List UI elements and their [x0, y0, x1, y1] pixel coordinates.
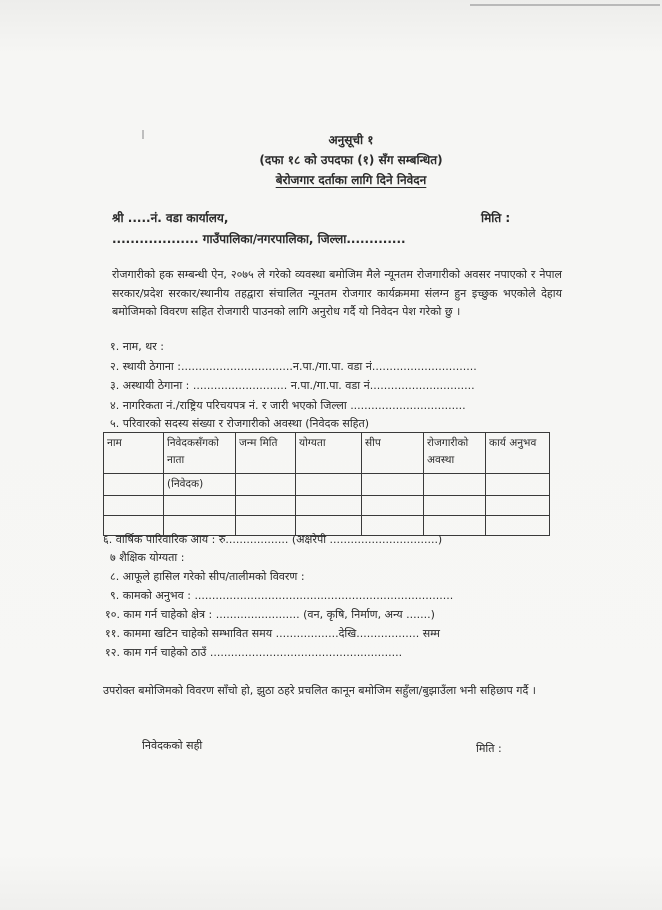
table-cell	[236, 474, 296, 496]
table-cell	[296, 496, 362, 516]
table-header-row	[104, 433, 550, 474]
column-header: रोजगारीको अवस्था	[424, 433, 486, 474]
table-cell	[104, 496, 164, 516]
table-cell	[486, 496, 550, 516]
table-cell	[362, 496, 424, 516]
date-label-bottom: मिति :	[476, 742, 502, 755]
column-header: जन्म मिति	[236, 433, 296, 474]
table-cell	[104, 474, 164, 496]
scan-edge-line	[470, 4, 660, 6]
column-header: योग्यता	[296, 433, 362, 474]
table-cell	[164, 496, 236, 516]
schedule-heading: अनुसूची १	[328, 133, 374, 147]
table-cell	[424, 496, 486, 516]
table-cell	[486, 516, 550, 536]
signature-label: निवेदकको सही	[142, 739, 203, 752]
family-table	[103, 432, 550, 536]
field-annual-income: ६. वार्षिक पारिवारिक आय : रु.................. (अक्षरेपी ...............................)	[103, 533, 443, 546]
field-temporary-address: ३. अस्थायी ठेगाना : ........................... न.पा./गा.पा. वडा नं..............................	[110, 379, 475, 392]
field-name: १. नाम, थर :	[110, 340, 164, 353]
table-cell	[424, 474, 486, 496]
column-header: सीप	[362, 433, 424, 474]
declaration: उपरोक्त बमोजिमको विवरण साँचो हो, झुठा ठहरे प्रचलित कानून बमोजिम सहुँला/बुझाउँला भनी सहिछाप गर्दै ।	[103, 684, 536, 697]
field-citizenship: ४. नागरिकता नं./राष्ट्रिय परिचयपत्र नं. र जारी भएको जिल्ला .................................	[110, 399, 466, 412]
table-cell	[236, 496, 296, 516]
field-family-members: ५. परिवारको सदस्य संख्या र रोजगारीको अवस्था (निवेदक सहित)	[110, 417, 370, 430]
table-cell	[296, 474, 362, 496]
column-header: कार्य अनुभव	[486, 433, 550, 474]
field-work-location: १२. काम गर्न चाहेको ठाउँ .......................................................	[105, 646, 403, 659]
field-work-sector: १०. काम गर्न चाहेको क्षेत्र : ........................ (वन, कृषि, निर्माण, अन्य .......)	[105, 608, 435, 621]
table-cell	[362, 474, 424, 496]
field-skills-training: ८. आफूले हासिल गरेको सीप/तालीमको विवरण :	[110, 570, 305, 583]
form-title: बेरोजगार दर्ताका लागि दिने निवेदन	[275, 173, 427, 187]
field-availability: ११. काममा खटिन चाहेको सम्भावित समय ..................देखि.................. सम्म	[105, 627, 440, 640]
addressee-line-2: ................... गाउँपालिका/नगरपालिका, जिल्ला.............	[112, 232, 406, 246]
field-work-experience: ९. कामको अनुभव : ..........................................................................	[110, 589, 454, 602]
table-row	[104, 474, 550, 496]
section-reference: (दफा १८ को उपदफा (१) सँग सम्बन्धित)	[259, 153, 443, 167]
table-cell	[486, 474, 550, 496]
field-permanent-address: २. स्थायी ठेगाना :................................न.पा./गा.पा. वडा नं..............................	[110, 360, 477, 373]
table-row	[104, 496, 550, 516]
table-cell: (निवेदक)	[164, 474, 236, 496]
addressee-line-1: श्री .....नं. वडा कार्यालय,	[112, 211, 229, 225]
date-label-top: मिति :	[481, 211, 511, 225]
column-header: नाम	[104, 433, 164, 474]
field-education: ७ शैक्षिक योग्यता :	[110, 551, 185, 564]
column-header: निवेदकसँगको नाता	[164, 433, 236, 474]
application-intro: रोजगारीको हक सम्बन्धी ऐन, २०७५ ले गरेको व्यवस्था बमोजिम मैले न्यूनतम रोजगारीको अवसर नपाएको र नेपाल सरकार/प्रदेश सरकार/स्थानीय तहद्वारा संचालित न्यूनतम रोजगार कार्यक्रममा संलग्न हुन इच्छुक भएकोले देहाय बमोजिमको विवरण सहित रोजगारी पाउनको लागि अनुरोध गर्दै यो निवेदन पेश गरेको छु ।	[112, 268, 562, 318]
